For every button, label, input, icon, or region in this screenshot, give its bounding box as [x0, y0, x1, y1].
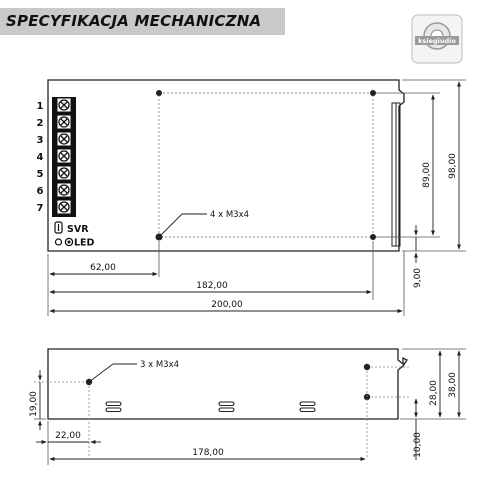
dim-98: 98,00 — [448, 153, 458, 179]
svr-trimmer-icon — [55, 222, 62, 233]
dim-89: 89,00 — [422, 162, 432, 188]
terminal-label-1: 1 — [36, 101, 44, 112]
vent-slot — [106, 402, 121, 406]
dim-22: 22,00 — [55, 431, 81, 441]
dim-62: 62,00 — [90, 263, 116, 273]
dim-9: 9,00 — [413, 267, 423, 289]
vent-slot — [300, 402, 315, 406]
dim-28: 28,00 — [429, 380, 439, 406]
terminal-label-2: 2 — [36, 118, 44, 129]
terminal-label-4: 4 — [36, 152, 44, 163]
side-hole-right-top — [364, 364, 370, 370]
terminal-screws — [57, 98, 71, 214]
dim-10: 10,00 — [413, 432, 423, 458]
pcb-outline-dashed — [159, 93, 373, 237]
terminal-label-6: 6 — [36, 186, 44, 197]
terminal-label-7: 7 — [36, 203, 44, 214]
terminal-label-3: 3 — [36, 135, 44, 146]
vent-slot — [300, 408, 315, 412]
logo-text: ksiegiudio — [418, 37, 456, 45]
top-view — [37, 80, 466, 316]
mount-hole-tl — [156, 90, 162, 96]
led-label: LED — [74, 237, 95, 249]
dim-200: 200,00 — [211, 300, 243, 310]
vent-slot — [106, 408, 121, 412]
vent-slot — [219, 402, 234, 406]
svr-label: SVR — [67, 224, 89, 235]
page-title: SPECYFIKACJA MECHANICZNA — [6, 12, 262, 30]
side-view — [29, 349, 466, 465]
top-view-outline — [48, 80, 404, 251]
dim-178: 178,00 — [192, 448, 224, 458]
terminal-label-5: 5 — [36, 169, 44, 180]
dim-38: 38,00 — [448, 372, 458, 398]
dim-182: 182,00 — [196, 281, 228, 291]
led-icon — [56, 239, 62, 245]
dim-19: 19,00 — [29, 391, 39, 417]
top-mounting-callout: 4 x M3x4 — [210, 210, 250, 220]
mount-hole-br — [370, 234, 376, 240]
side-mounting-callout: 3 x M3x4 — [140, 360, 180, 370]
mount-hole-tr — [370, 90, 376, 96]
vent-slot — [219, 408, 234, 412]
